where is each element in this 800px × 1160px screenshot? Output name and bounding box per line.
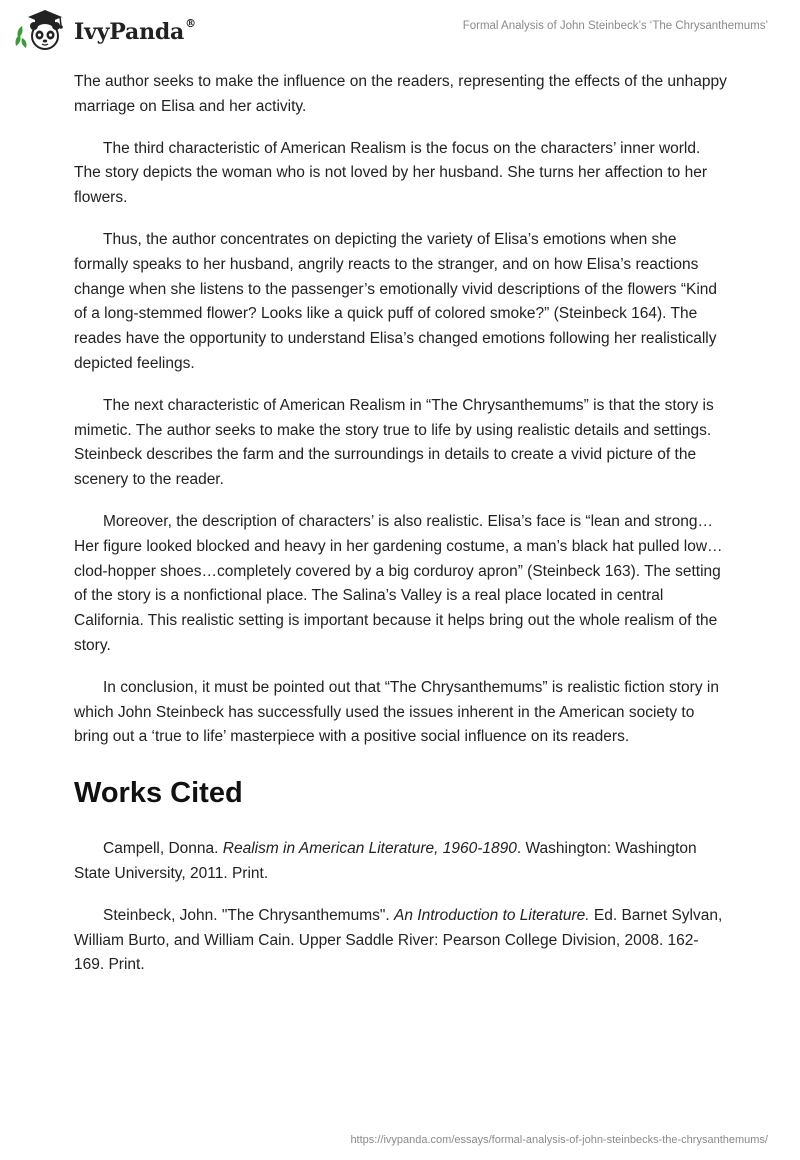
citation-entry: Steinbeck, John. "The Chrysanthemums". An Introduction to Literature. Ed. Barnet Sylvan, William Burto, and William Cain. Upper Saddle River: Pearson College Division, 2008. 162-169. Print. [74,906,723,974]
document-title: Formal Analysis of John Steinbeck’s ‘The Chrysanthemums’ [462,20,768,32]
citation-entry: Campell, Donna. Realism in American Literature, 1960-1890. Washington: Washington State University, 2011. Print. [74,840,697,882]
ivypanda-logo[interactable] [14,8,196,52]
essay-content [74,70,728,995]
works-cited-heading: Works Cited [74,777,243,810]
page-header [0,0,800,70]
logo-wordmark: IvyPanda® [74,17,196,45]
body-paragraph: Moreover, the description of characters’ is also realistic. Elisa’s face is “lean and strong…Her figure looked blocked and heavy in her gardening costume, a man’s black hat pulled low…clod-hopper shoes…completely covered by a big corduroy apron” (Steinbeck 163). The setting of the story is a nonfictional place. The Salina’s Valley is a real place located in central California. This realistic setting is important because it helps bring out the whole realism of the story. [74,512,723,654]
body-paragraph: The author seeks to make the influence on the readers, representing the effects of the unhappy marriage on Elisa and her activity. [74,73,727,115]
source-url-link[interactable]: https://ivypanda.com/essays/formal-analysis-of-john-steinbecks-the-chrysanthemums/ [350,1134,768,1146]
body-paragraph: Thus, the author concentrates on depicting the variety of Elisa’s emotions when she formally speaks to her husband, angrily reacts to the stranger, and on how Elisa’s reactions change when she listens to the passenger’s emotionally vivid descriptions of the flowers “Kind of a long-stemmed flower? Looks like a quick puff of colored smoke?” (Steinbeck 164). The reades have the opportunity to understand Elisa’s changed emotions following her realistically depicted feelings. [74,230,718,372]
body-paragraph: The next characteristic of American Realism in “The Chrysanthemums” is that the story is mimetic. The author seeks to make the story true to life by using realistic details and settings. Steinbeck describes the farm and the surroundings in details to create a vivid picture of the scenery to the reader. [74,396,714,489]
body-paragraph: In conclusion, it must be pointed out that “The Chrysanthemums” is realistic fiction story in which John Steinbeck has successfully used the issues inherent in the American society to bring out a ‘true to life’ masterpiece with a positive social influence on its readers. [74,678,719,746]
panda-graduate-icon [14,8,66,52]
body-paragraph: The third characteristic of American Realism is the focus on the characters’ inner world. The story depicts the woman who is not loved by her husband. She turns her affection to her flowers. [74,139,707,207]
